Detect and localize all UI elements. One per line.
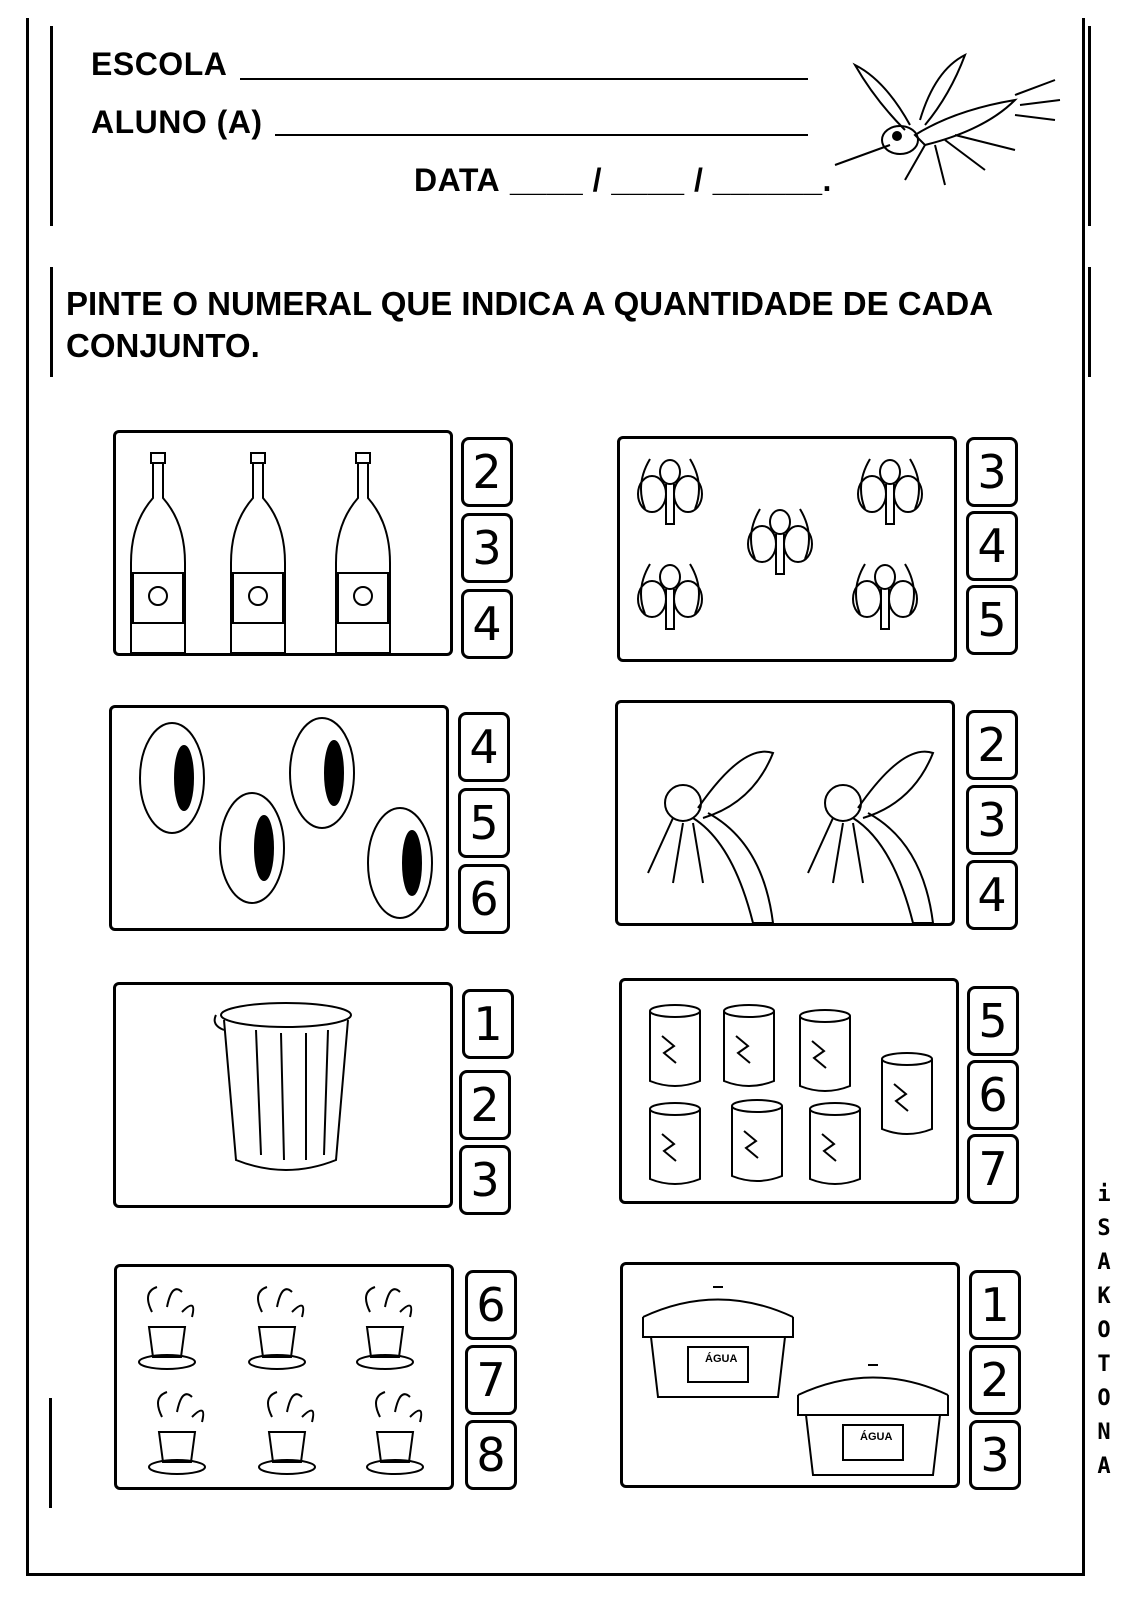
bottle-icon [131, 453, 185, 653]
plant-pot-icon [259, 1392, 315, 1474]
tire-icon [290, 718, 354, 828]
tire-icon [220, 793, 284, 903]
plant-pot-icon [367, 1392, 423, 1474]
tire-icon [140, 723, 204, 833]
water-tank-icon [798, 1365, 948, 1475]
bottle-icon [336, 453, 390, 653]
trash-can-set [116, 985, 450, 1205]
option-ex1-c[interactable]: 4 [461, 589, 513, 659]
plant-pot-icon [149, 1392, 205, 1474]
can-set [622, 981, 956, 1201]
option-ex7-a[interactable]: 6 [465, 1270, 517, 1340]
can-icon [650, 1005, 700, 1086]
date-field[interactable]: ____ / ____ / ______. [510, 162, 832, 198]
exercise-2-panel [617, 436, 957, 662]
tire-icon [368, 808, 432, 918]
option-ex8-a[interactable]: 1 [969, 1270, 1021, 1340]
tire-set [112, 708, 446, 928]
option-ex8-c[interactable]: 3 [969, 1420, 1021, 1490]
option-ex4-c[interactable]: 4 [966, 860, 1018, 930]
can-icon [732, 1100, 782, 1181]
option-ex2-c[interactable]: 5 [966, 585, 1018, 655]
bottle-icon [231, 453, 285, 653]
can-icon [800, 1010, 850, 1091]
aluno-label: ALUNO (A) [91, 104, 263, 140]
mosquito-icon [748, 509, 812, 574]
plant-pot-icon [139, 1287, 195, 1369]
mosquito-icon [808, 752, 933, 923]
option-ex5-b[interactable]: 2 [459, 1070, 511, 1140]
bottle-set [116, 433, 450, 653]
option-ex7-b[interactable]: 7 [465, 1345, 517, 1415]
aluno-field[interactable] [275, 134, 808, 136]
data-label: DATA [414, 162, 501, 198]
trash-can-icon [215, 1003, 351, 1170]
mosquito-icon [638, 564, 702, 629]
exercise-4-panel [615, 700, 955, 926]
option-ex4-b[interactable]: 3 [966, 785, 1018, 855]
exercise-6-panel [619, 978, 959, 1204]
mosquito-set-5 [620, 439, 954, 659]
option-ex3-a[interactable]: 4 [458, 712, 510, 782]
option-ex6-b[interactable]: 6 [967, 1060, 1019, 1130]
escola-field[interactable] [240, 78, 808, 80]
option-ex1-a[interactable]: 2 [461, 437, 513, 507]
can-icon [810, 1103, 860, 1184]
mosquito-icon [648, 752, 773, 923]
can-icon [650, 1103, 700, 1184]
option-ex4-a[interactable]: 2 [966, 710, 1018, 780]
option-ex6-c[interactable]: 7 [967, 1134, 1019, 1204]
exercise-1-panel [113, 430, 453, 656]
can-icon [882, 1053, 932, 1134]
vertical-signature: iSA KOTONA [1097, 1182, 1111, 1479]
mosquito-icon [853, 564, 917, 629]
option-ex2-a[interactable]: 3 [966, 437, 1018, 507]
exercise-8-panel [620, 1262, 960, 1488]
escola-label: ESCOLA [91, 46, 228, 82]
exercise-7-panel [114, 1264, 454, 1490]
tank-label-1: ÁGUA [705, 1353, 738, 1365]
bottom-left-bracket [49, 1398, 52, 1508]
option-ex7-c[interactable]: 8 [465, 1420, 517, 1490]
plant-pot-icon [357, 1287, 413, 1369]
option-ex6-a[interactable]: 5 [967, 986, 1019, 1056]
water-tank-icon [643, 1287, 793, 1397]
option-ex3-b[interactable]: 5 [458, 788, 510, 858]
mosquito-set-2 [618, 703, 952, 923]
option-ex3-c[interactable]: 6 [458, 864, 510, 934]
water-tank-set [623, 1265, 957, 1485]
mosquito-header-icon [815, 40, 1065, 190]
plant-pot-set [117, 1267, 451, 1487]
instruction-text: PINTE O NUMERAL QUE INDICA A QUANTIDADE DE CADA CONJUNTO. [66, 285, 992, 364]
frame-left-border [26, 18, 29, 1576]
exercise-5-panel [113, 982, 453, 1208]
option-ex1-b[interactable]: 3 [461, 513, 513, 583]
can-icon [724, 1005, 774, 1086]
mosquito-icon [638, 459, 702, 524]
option-ex2-b[interactable]: 4 [966, 511, 1018, 581]
option-ex5-a[interactable]: 1 [462, 989, 514, 1059]
tank-label-2: ÁGUA [860, 1431, 893, 1443]
mosquito-icon [858, 459, 922, 524]
option-ex8-b[interactable]: 2 [969, 1345, 1021, 1415]
option-ex5-c[interactable]: 3 [459, 1145, 511, 1215]
exercise-3-panel [109, 705, 449, 931]
plant-pot-icon [249, 1287, 305, 1369]
